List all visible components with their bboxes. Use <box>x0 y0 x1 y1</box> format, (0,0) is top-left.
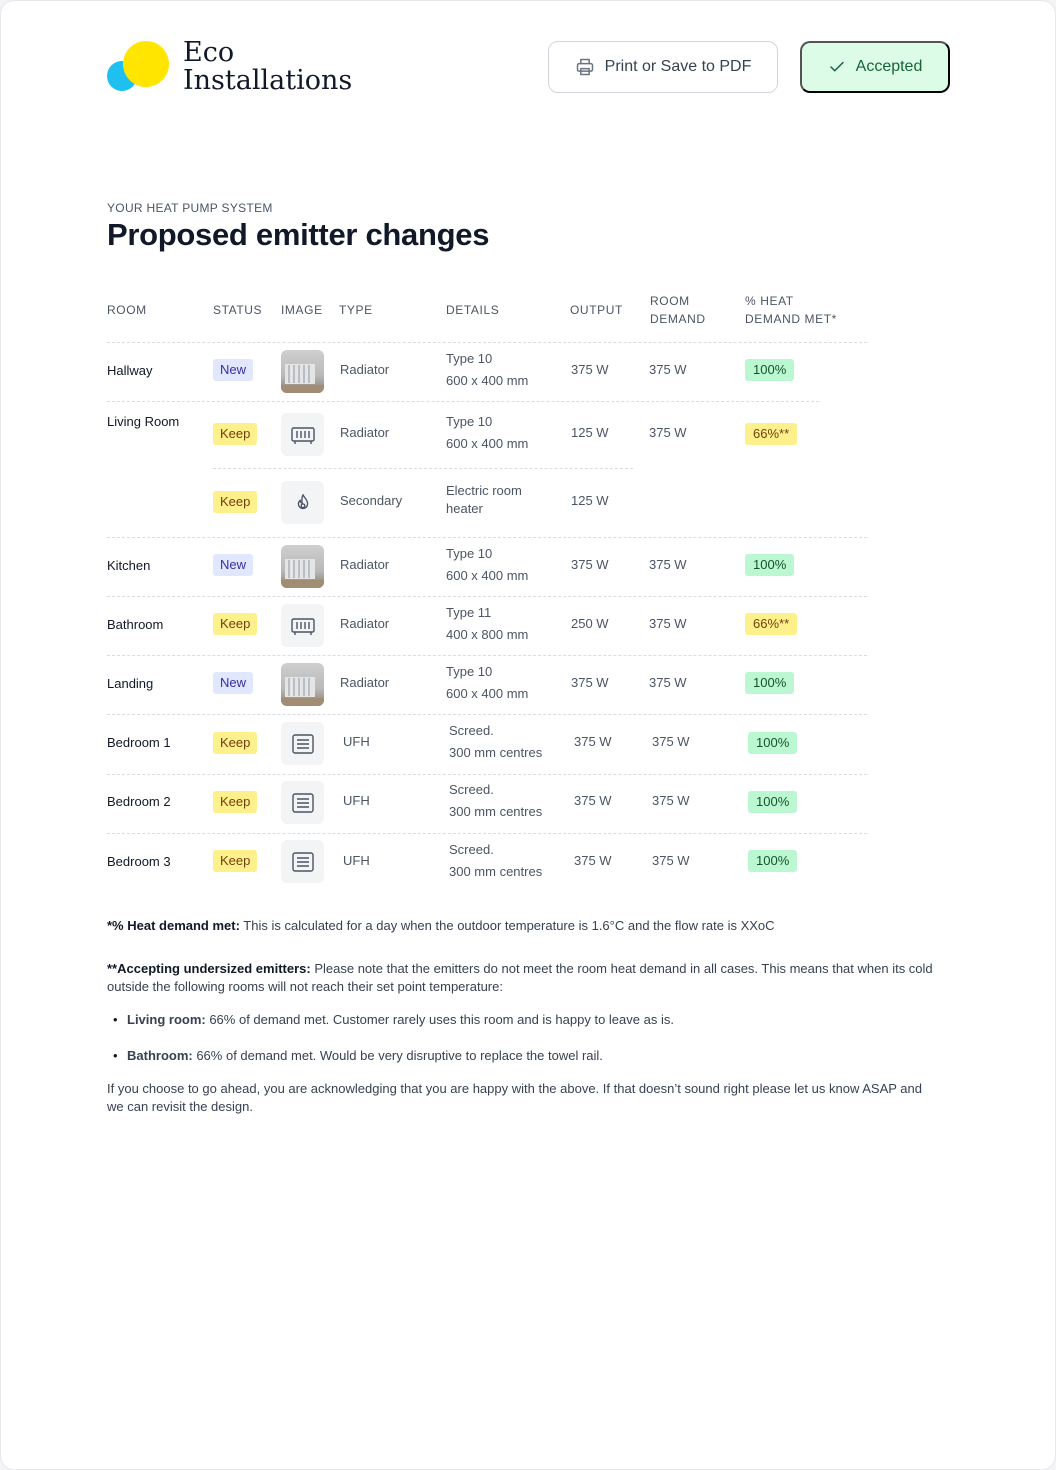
bullet-text: 66% of demand met. Customer rarely uses this room and is happy to leave as is. <box>205 1012 674 1027</box>
row-type: Radiator <box>340 425 390 440</box>
header-type: TYPE <box>339 303 373 317</box>
status-badge: Keep <box>213 423 257 445</box>
radiator-photo <box>281 350 324 393</box>
row-output: 375 W <box>571 362 609 377</box>
header-status: STATUS <box>213 303 263 317</box>
row-type: UFH <box>343 853 370 868</box>
radiator-icon <box>281 413 324 456</box>
row-divider <box>107 655 867 656</box>
row-room: Bathroom <box>107 617 164 632</box>
undersized-emitters-note <box>107 960 942 996</box>
row-type: Radiator <box>340 616 390 631</box>
row-details: Type 10 600 x 400 mm <box>446 664 529 701</box>
row-divider <box>107 537 867 538</box>
bullet-label: Living room: <box>127 1012 206 1027</box>
row-demand: 375 W <box>652 734 690 749</box>
row-output: 375 W <box>574 734 612 749</box>
row-room: Landing <box>107 676 154 691</box>
heat-demand-footnote <box>107 917 947 935</box>
footnote-text: This is calculated for a day when the outdoor temperature is 1.6°C and the flow rate is XXoC <box>239 918 775 933</box>
status-badge: New <box>213 672 253 694</box>
row-divider <box>107 714 867 715</box>
header-heat-demand-met: % HEAT DEMAND MET* <box>745 294 837 326</box>
row-room: Bedroom 1 <box>107 735 171 750</box>
row-divider <box>107 401 819 402</box>
row-details: Screed. 300 mm centres <box>449 782 543 819</box>
heat-demand-met-badge: 66%** <box>745 423 797 445</box>
bullet-label: Bathroom: <box>127 1048 193 1063</box>
row-details: Electric room heater <box>446 483 522 516</box>
printer-icon <box>575 57 595 77</box>
undersized-text: Please note that the emitters do not meet the room heat demand in all cases. This means that when its cold outside the following rooms will not reach their set point temperature: <box>107 961 933 994</box>
print-pdf-button[interactable] <box>548 41 778 93</box>
row-demand: 375 W <box>649 425 687 440</box>
radiator-icon <box>281 604 324 647</box>
brand-name: Eco Installations <box>183 37 353 96</box>
ufh-icon <box>281 840 324 883</box>
heat-demand-met-badge: 100% <box>745 554 794 576</box>
row-details: Screed. 300 mm centres <box>449 723 543 760</box>
row-room: Bedroom 2 <box>107 794 171 809</box>
row-demand: 375 W <box>649 616 687 631</box>
radiator-photo <box>281 663 324 706</box>
status-badge: Keep <box>213 791 257 813</box>
brand-logo <box>107 37 353 99</box>
row-type: Radiator <box>340 557 390 572</box>
row-output: 375 W <box>571 675 609 690</box>
row-details: Type 11 400 x 800 mm <box>446 605 529 642</box>
check-icon <box>828 58 846 76</box>
row-divider <box>107 596 867 597</box>
status-badge: Keep <box>213 491 257 513</box>
heat-demand-met-badge: 100% <box>748 732 797 754</box>
status-badge: Keep <box>213 613 257 635</box>
heat-demand-met-badge: 100% <box>745 359 794 381</box>
row-divider <box>107 774 867 775</box>
row-output: 250 W <box>571 616 609 631</box>
status-badge: Keep <box>213 850 257 872</box>
accepted-button[interactable] <box>800 41 950 93</box>
row-details: Type 10 600 x 400 mm <box>446 414 529 451</box>
row-type: Radiator <box>340 675 390 690</box>
heat-demand-met-badge: 100% <box>745 672 794 694</box>
print-pdf-label: Print or Save to PDF <box>604 58 752 75</box>
status-badge: Keep <box>213 732 257 754</box>
closing-note: If you choose to go ahead, you are acknowledging that you are happy with the above. If that doesn’t sound right please let us know ASAP and we can revisit the design. <box>107 1081 922 1114</box>
accepted-label: Accepted <box>855 58 923 75</box>
row-details: Type 10 600 x 400 mm <box>446 546 529 583</box>
row-output: 375 W <box>574 853 612 868</box>
row-details: Type 10 600 x 400 mm <box>446 351 529 388</box>
row-type: Secondary <box>340 493 403 508</box>
row-room: Bedroom 3 <box>107 854 171 869</box>
row-room: Kitchen <box>107 558 151 573</box>
ufh-icon <box>281 781 324 824</box>
row-demand: 375 W <box>649 557 687 572</box>
row-demand: 375 W <box>649 675 687 690</box>
row-demand: 375 W <box>652 793 690 808</box>
table-divider <box>107 342 867 343</box>
flame-icon <box>281 481 324 524</box>
header-output: OUTPUT <box>570 303 623 317</box>
footnote-label: *% Heat demand met: <box>107 918 240 933</box>
row-type: UFH <box>343 734 370 749</box>
row-room: Hallway <box>107 363 153 378</box>
heat-demand-met-badge: 100% <box>748 791 797 813</box>
row-details: Screed. 300 mm centres <box>449 842 543 879</box>
row-output: 125 W <box>571 425 609 440</box>
row-divider <box>213 468 633 469</box>
bullet-text: 66% of demand met. Would be very disruptive to replace the towel rail. <box>192 1048 603 1063</box>
row-output: 125 W <box>571 493 609 508</box>
row-demand: 375 W <box>652 853 690 868</box>
section-eyebrow: YOUR HEAT PUMP SYSTEM <box>107 201 273 215</box>
row-type: Radiator <box>340 362 390 377</box>
row-divider <box>107 833 867 834</box>
status-badge: New <box>213 554 253 576</box>
header-image: IMAGE <box>281 303 323 317</box>
radiator-photo <box>281 545 324 588</box>
header-details: DETAILS <box>446 303 500 317</box>
ufh-icon <box>281 722 324 765</box>
row-output: 375 W <box>574 793 612 808</box>
row-output: 375 W <box>571 557 609 572</box>
undersized-label: **Accepting undersized emitters: <box>107 961 311 976</box>
status-badge: New <box>213 359 253 381</box>
page-title: Proposed emitter changes <box>107 217 490 252</box>
row-type: UFH <box>343 793 370 808</box>
heat-demand-met-badge: 66%** <box>745 613 797 635</box>
row-room: Living Room <box>107 414 180 429</box>
header-room-demand: ROOM DEMAND <box>650 294 706 326</box>
heat-demand-met-badge: 100% <box>748 850 797 872</box>
header-room: ROOM <box>107 303 147 317</box>
logo-yellow-circle <box>123 41 169 87</box>
row-demand: 375 W <box>649 362 687 377</box>
